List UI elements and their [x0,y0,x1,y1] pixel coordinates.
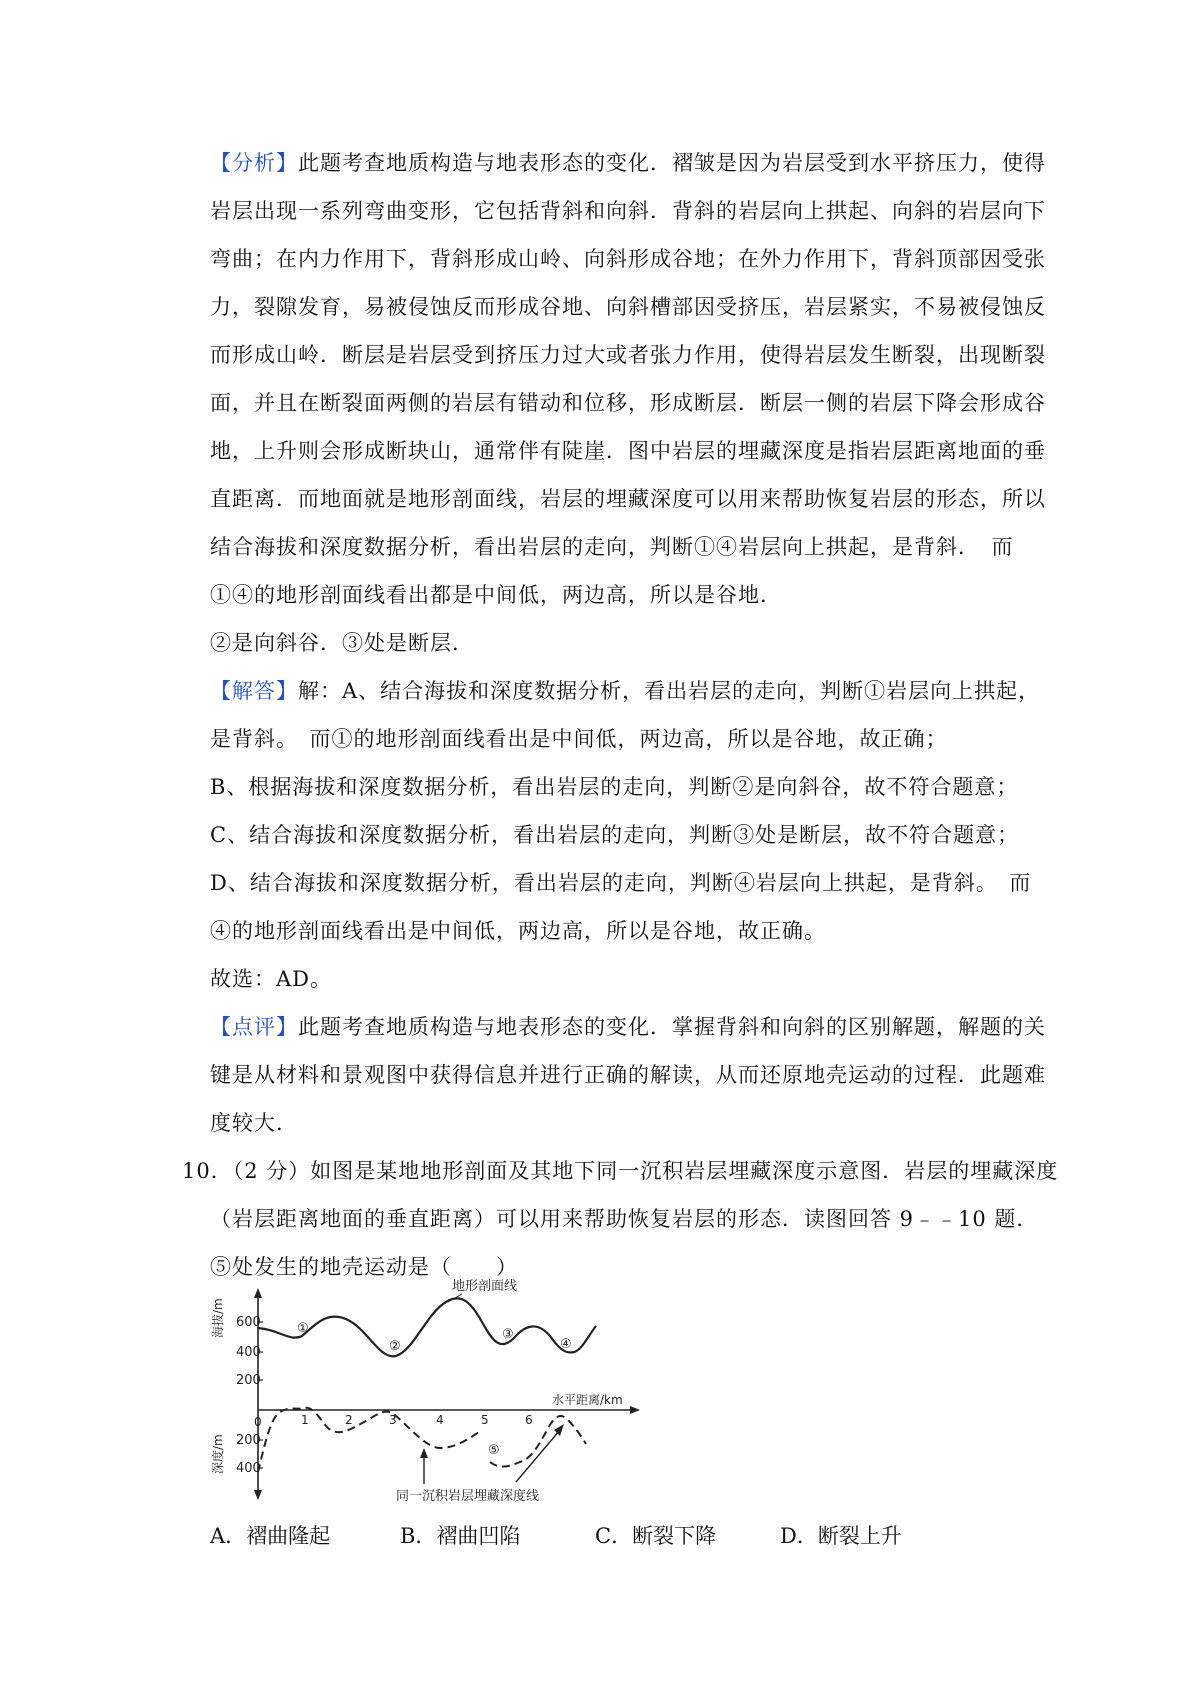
y-axis-arrow-down [254,1490,262,1500]
marker-2: ② [389,1339,401,1354]
option-c[interactable]: C．断裂下降 [595,1524,717,1548]
xtick-6: 6 [525,1413,533,1427]
stratum-arrowhead-right [554,1424,564,1436]
terrain-label: 地形剖面线 [452,1279,518,1294]
xlabel: 水平距离/km [552,1393,623,1407]
comment-line-3: 度较大． [210,1111,298,1135]
xtick-4: 4 [436,1413,444,1427]
stratum-arrowhead-left [420,1448,428,1458]
answer-tag: 【解答】 [210,679,298,703]
ylabel-depth: 深度/m [211,1434,225,1474]
marker-4: ④ [560,1337,572,1352]
xtick-3: 3 [389,1413,397,1427]
analysis-line-8: 直距离．而地面就是地形剖面线，岩层的埋藏深度可以用来帮助恢复岩层的形态，所以 [210,487,1046,511]
option-d[interactable]: D．断裂上升 [780,1524,902,1548]
analysis-line-9: 结合海拔和深度数据分析，看出岩层的走向，判断①④岩层向上拱起，是背斜． 而 [210,535,1014,559]
stratum-arrow-right [516,1430,560,1482]
ytick-label-200: 200 [236,1373,261,1388]
question-line-1: 10．（2 分）如图是某地地形剖面及其地下同一沉积岩层埋藏深度示意图．岩层的埋藏深度 [182,1159,1059,1183]
question-line-3: ⑤处发生的地壳运动是（ ） [210,1255,518,1279]
answer-line-5: D、结合海拔和深度数据分析，看出岩层的走向，判断④岩层向上拱起，是背斜。 而 [210,871,1032,895]
analysis-line-10: ①④的地形剖面线看出都是中间低，两边高，所以是谷地． [210,583,782,607]
marker-1: ① [297,1321,309,1336]
stratum-depth-line-right [490,1416,586,1467]
ytick-label-600: 600 [236,1315,261,1330]
analysis-line-3: 弯曲；在内力作用下，背斜形成山岭、向斜形成谷地；在外力作用下，背斜顶部因受张 [210,247,1046,271]
option-b[interactable]: B．褶曲凹陷 [400,1524,521,1548]
marker-3: ③ [502,1327,514,1342]
terrain-profile-line [258,1298,596,1356]
marker-5: ⑤ [488,1443,500,1458]
xtick-0: 0 [254,1415,262,1429]
ytick-label-depth-400: 400 [236,1461,261,1476]
comment-line-1: 【点评】此题考查地质构造与地表形态的变化．掌握背斜和向斜的区别解题，解题的关 [210,1015,1046,1039]
answer-line-1: 【解答】解：A、结合海拔和深度数据分析，看出岩层的走向，判断①岩层向上拱起， [210,679,1041,703]
answer-line-7: 故选：AD。 [210,967,333,991]
analysis-tag: 【分析】 [210,151,298,175]
stratum-depth-line-left [258,1408,482,1472]
stratum-label: 同一沉积岩层埋藏深度线 [396,1489,540,1504]
analysis-line-7: 地，上升则会形成断块山，通常伴有陡崖．图中岩层的埋藏深度是指岩层距离地面的垂 [210,439,1046,463]
answer-line-2: 是背斜。 而①的地形剖面线看出是中间低，两边高，所以是谷地，故正确； [210,727,948,751]
ytick-label-depth-200: 200 [236,1433,261,1448]
answer-line-6: ④的地形剖面线看出是中间低，两边高，所以是谷地，故正确。 [210,919,826,943]
ylabel-elevation: 海拔/m [211,1298,225,1338]
answer-line-3: B、根据海拔和深度数据分析，看出岩层的走向，判断②是向斜谷，故不符合题意； [210,775,1019,799]
analysis-line-2: 岩层出现一系列弯曲变形，它包括背斜和向斜．背斜的岩层向上拱起、向斜的岩层向下 [210,199,1046,223]
xtick-5: 5 [481,1413,489,1427]
y-axis-arrow-up [254,1288,262,1298]
answer-line-4: C、结合海拔和深度数据分析，看出岩层的走向，判断③处是断层，故不符合题意； [210,823,1020,847]
analysis-line-5: 而形成山岭．断层是岩层受到挤压力过大或者张力作用，使得岩层发生断裂，出现断裂 [210,343,1046,367]
analysis-line-4: 力，裂隙发育，易被侵蚀反而形成谷地、向斜槽部因受挤压，岩层紧实，不易被侵蚀反 [210,295,1046,319]
ytick-label-400: 400 [236,1345,261,1360]
terrain-profile-figure [200,1268,670,1508]
comment-line-2: 键是从材料和景观图中获得信息并进行正确的解读，从而还原地壳运动的过程．此题难 [210,1063,1046,1087]
comment-tag: 【点评】 [210,1015,298,1039]
x-axis-arrow [630,1406,640,1414]
analysis-line-6: 面，并且在断裂面两侧的岩层有错动和位移，形成断层．断层一侧的岩层下降会形成谷 [210,391,1046,415]
option-a[interactable]: A．褶曲隆起 [210,1524,331,1548]
analysis-line-1: 【分析】此题考查地质构造与地表形态的变化．褶皱是因为岩层受到水平挤压力，使得 [210,151,1046,175]
question-line-2: （岩层距离地面的垂直距离）可以用来帮助恢复岩层的形态．读图回答 9﹣﹣10 题． [210,1207,1039,1231]
xtick-2: 2 [345,1413,353,1427]
analysis-line-11: ②是向斜谷．③处是断层． [210,631,474,655]
xtick-1: 1 [301,1413,309,1427]
